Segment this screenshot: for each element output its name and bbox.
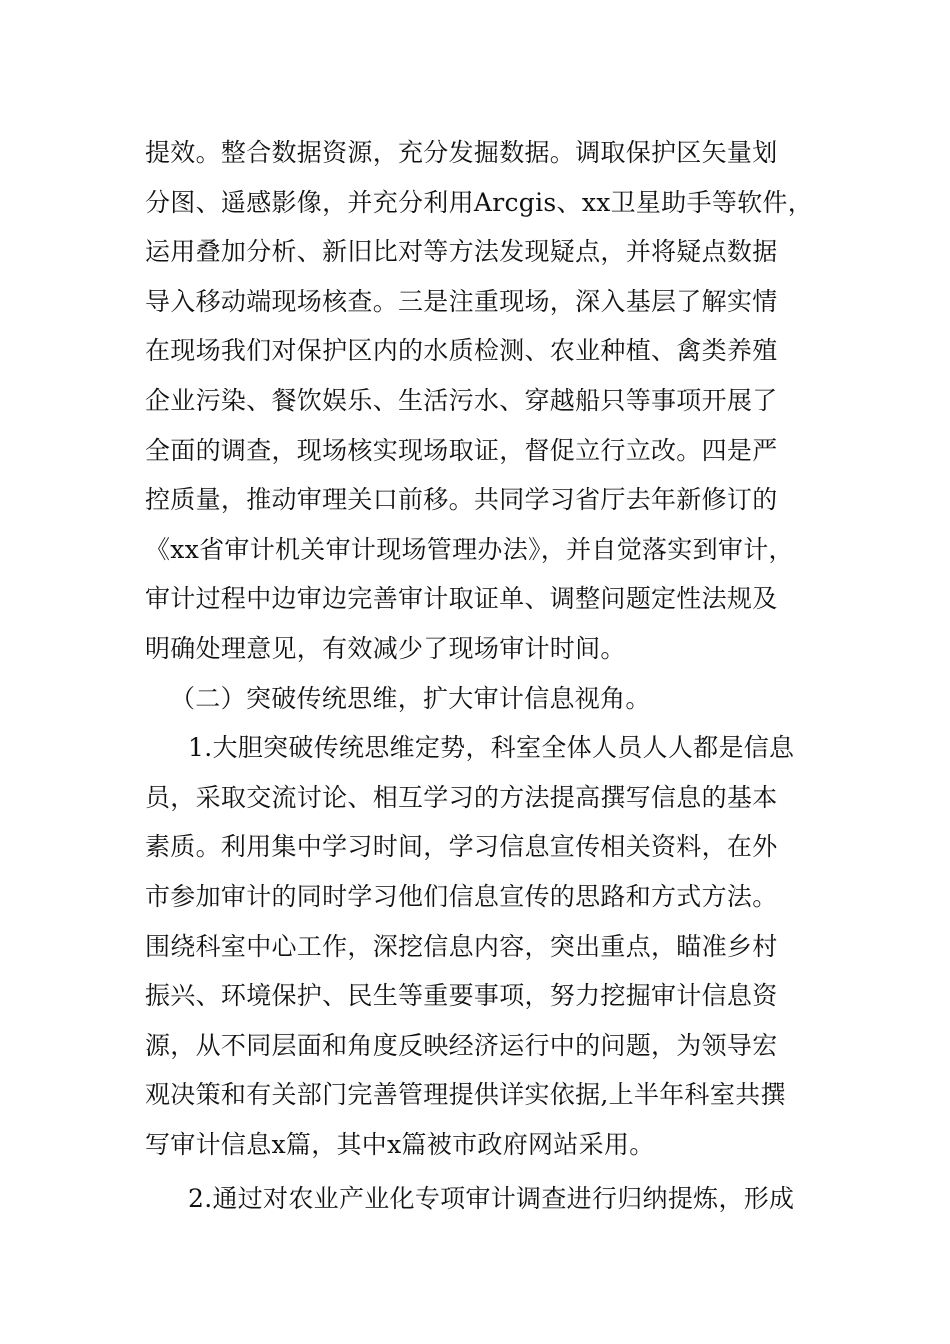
text-line: 在现场我们对保护区内的水质检测、农业种植、禽类养殖 bbox=[145, 336, 778, 365]
text-line: 企业污染、餐饮娱乐、生活污水、穿越船只等事项开展了 bbox=[145, 386, 778, 415]
text-line: 振兴、环境保护、民生等重要事项，努力挖掘审计信息资 bbox=[145, 981, 778, 1010]
text-line: 分图、遥感影像，并充分利用Arcgis、xx卫星助手等软件， bbox=[145, 188, 814, 217]
paragraph-start: 2.通过对农业产业化专项审计调查进行归纳提炼，形成 bbox=[188, 1184, 795, 1213]
text-line: 写审计信息x篇，其中x篇被市政府网站采用。 bbox=[145, 1130, 655, 1159]
text-line: 明确处理意见，有效减少了现场审计时间。 bbox=[145, 634, 626, 663]
text-line: 导入移动端现场核查。三是注重现场，深入基层了解实情 bbox=[145, 287, 778, 316]
text-line: 源，从不同层面和角度反映经济运行中的问题，为领导宏 bbox=[145, 1031, 778, 1060]
text-line: 全面的调查，现场核实现场取证，督促立行立改。四是严 bbox=[145, 436, 778, 465]
text-line: 《xx省审计机关审计现场管理办法》，并自觉落实到审计， bbox=[145, 535, 794, 564]
text-line: 控质量，推动审理关口前移。共同学习省厅去年新修订的 bbox=[145, 485, 778, 514]
text-line: 观决策和有关部门完善管理提供详实依据,上半年科室共撰 bbox=[145, 1080, 786, 1109]
text-line: 围绕科室中心工作，深挖信息内容，突出重点，瞄准乡村 bbox=[145, 932, 778, 961]
text-line: 审计过程中边审边完善审计取证单、调整问题定性法规及 bbox=[145, 584, 778, 613]
text-line: 素质。利用集中学习时间，学习信息宣传相关资料，在外 bbox=[145, 832, 778, 861]
text-line: 市参加审计的同时学习他们信息宣传的思路和方式方法。 bbox=[145, 882, 778, 911]
paragraph-start: 1.大胆突破传统思维定势，科室全体人员人人都是信息 bbox=[188, 733, 795, 762]
text-line: 运用叠加分析、新旧比对等方法发现疑点，并将疑点数据 bbox=[145, 237, 778, 266]
section-heading: （二）突破传统思维，扩大审计信息视角。 bbox=[170, 684, 651, 713]
text-line: 提效。整合数据资源，充分发掘数据。调取保护区矢量划 bbox=[145, 138, 778, 167]
text-line: 员，采取交流讨论、相互学习的方法提高撰写信息的基本 bbox=[145, 783, 778, 812]
